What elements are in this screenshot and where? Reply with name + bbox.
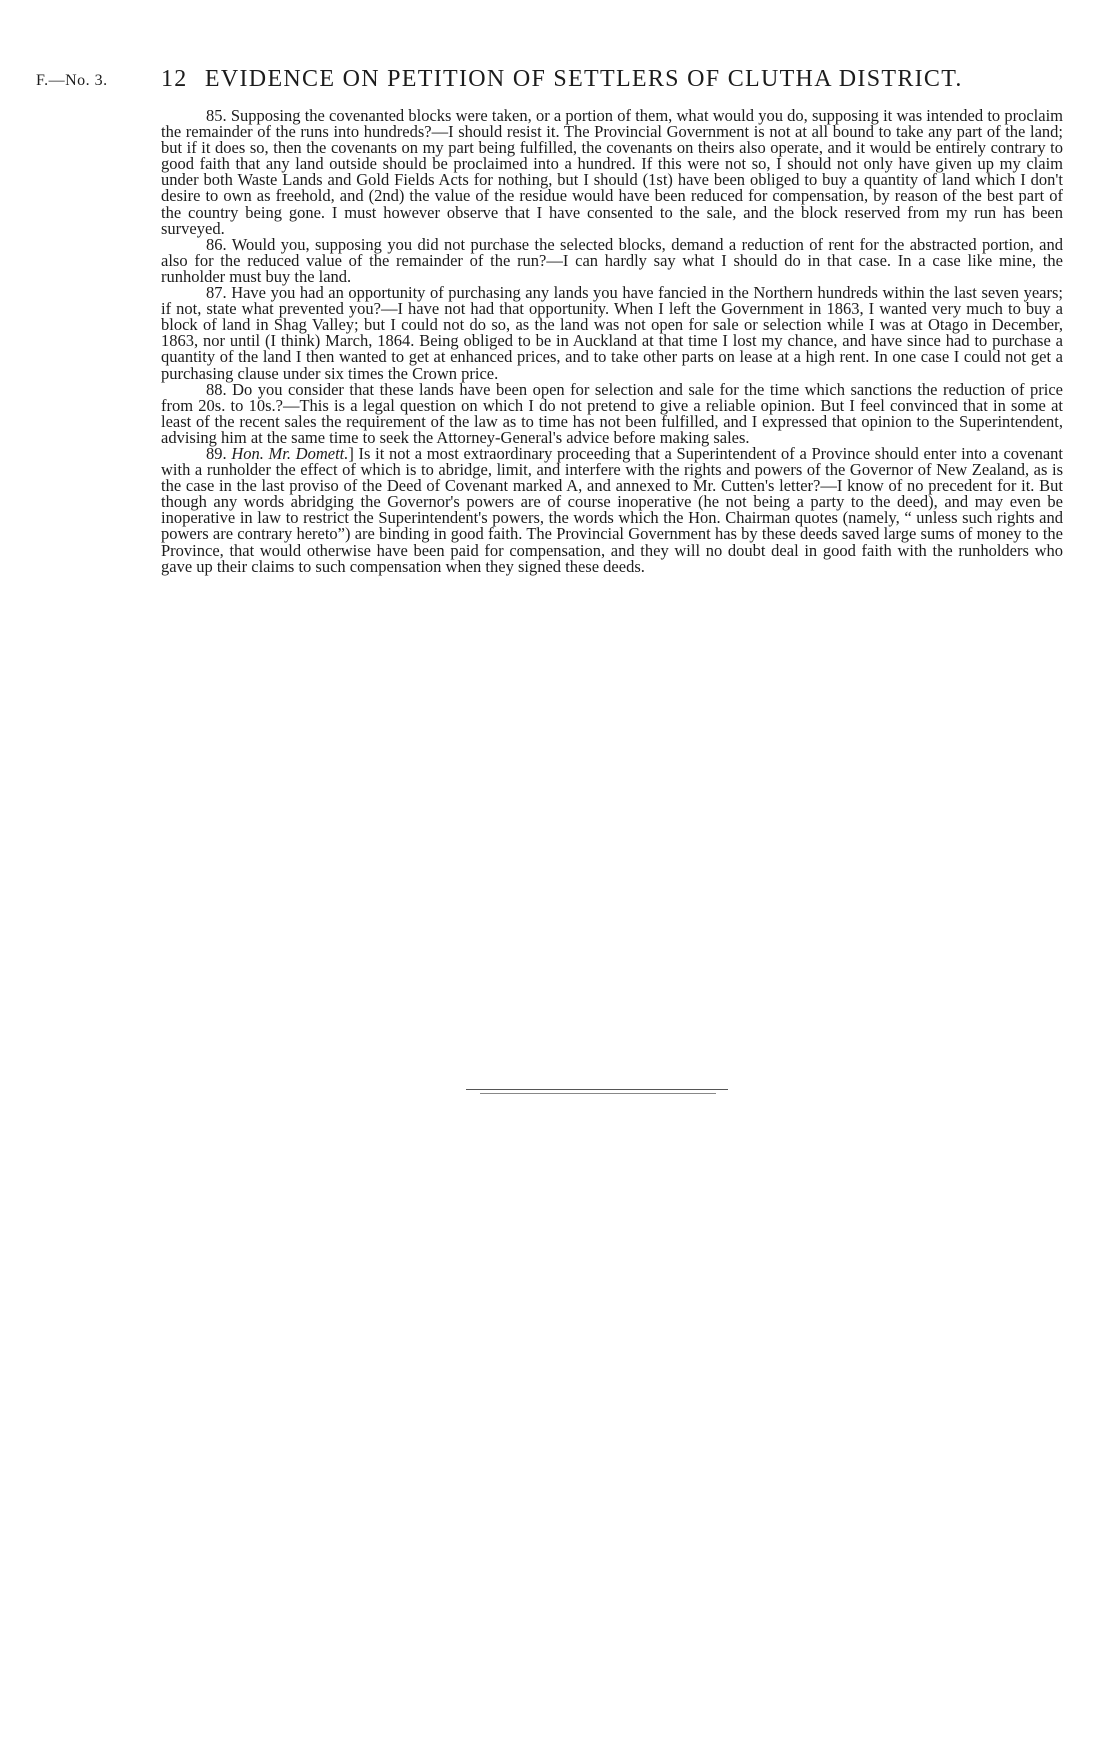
end-rule (466, 1089, 728, 1090)
question-number: 89. (206, 443, 227, 463)
question-and-answer-text: ] Is it not a most extraordinary proceeding that a Superintendent of a Province should enter into a covenant with a runholder the effect of which is to abridge, limit, and interfere with the rights and powers of the Governor of New Zealand, as is the case in the last proviso of the Deed of Covenant marked A, and annexed to Mr. Cutten's letter?—I know of no precedent for it. But though any words abridging the Governor's powers are of course inoperative (he not being a party to the deed), and may even be inoperative in law to restrict the Superintendent's powers, the words which the Hon. Chairman quotes (namely, “ unless such rights and powers are contrary hereto”) are binding in good faith. The Provincial Government has by these deeds saved large sums of money to the Province, that would otherwise have been paid for compensation, and they will no doubt deal in good faith with the runholders who gave up their claims to such compensation when they signed these deeds. (161, 443, 1064, 576)
page-number: 12 (161, 66, 188, 92)
page-header (36, 66, 1066, 102)
evidence-paragraph-86: 86. Would you, supposing you did not purchase the selected blocks, demand a reduction of rent for the abstracted portion, and also for the reduced value of the remainder of the run?—I can hardly say what I should do in that case. In a case like mine, the runholder must buy the land. (161, 234, 1063, 286)
header-title-line (161, 66, 963, 93)
questioner-name: Hon. Mr. Domett. (231, 443, 349, 463)
page-title: EVIDENCE ON PETITION OF SETTLERS OF CLUTHA DISTRICT. (204, 66, 963, 92)
document-reference: F.—No. 3. (36, 72, 108, 89)
evidence-body (161, 108, 1063, 575)
evidence-paragraph-87: 87. Have you had an opportunity of purchasing any lands you have fancied in the Northern hundreds within the last seven years; if not, state what prevented you?—I have not had that opportunity. When I left the Government in 1863, I wanted very much to buy a block of land in Shag Valley; but I could not do so, as the land was not open for sale or selection while I was at Otago in December, 1863, nor until (I think) March, 1864. Being obliged to be in Auckland at that time I lost my chance, and have since had to purchase a quantity of the land I then wanted to get at enhanced prices, and to take other parts on lease at a high rent. In one case I could not get a purchasing clause under six times the Crown price. (161, 283, 1063, 383)
evidence-paragraph-85: 85. Supposing the covenanted blocks were taken, or a portion of them, what would you do, supposing it was intended to proclaim the remainder of the runs into hundreds?—I should resist it. The Provincial Government is not at all bound to take any part of the land; but if it does so, then the covenants on my part being fulfilled, the covenants on theirs also operate, and it would be entirely contrary to good faith that any land outside should be proclaimed into a hundred. If this were not so, I should not only have given up my claim under both Waste Lands and Gold Fields Acts for nothing, but I should (1st) have been obliged to buy a quantity of land which I don't desire to own as freehold, and (2nd) the value of the residue would have been reduced for compensation, by reason of the best part of the country being gone. I must however observe that I have consented to the sale, and the block reserved from my run has been surveyed. (161, 106, 1063, 238)
end-rule-lower (480, 1093, 716, 1094)
evidence-paragraph-89 (161, 443, 1064, 576)
evidence-paragraph-88: 88. Do you consider that these lands have been open for selection and sale for the time which sanctions the reduction of price from 20s. to 10s.?—This is a legal question on which I do not pretend to give a reliable opinion. But I feel convinced that in some at least of the recent sales the requirement of the law as to time has not been fulfilled, and I expressed that opinion to the Superintendent, advising him at the same time to seek the Attorney-General's advice before making sales. (161, 379, 1063, 447)
